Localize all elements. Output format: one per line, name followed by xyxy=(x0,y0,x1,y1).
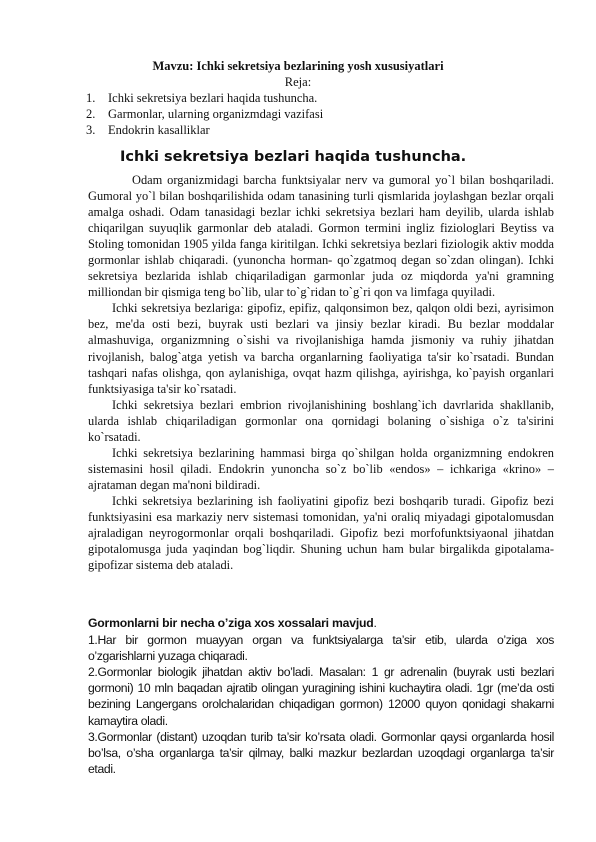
properties-subheading xyxy=(88,615,554,631)
paragraph: Ichki sekretsiya bezlarining ish faoliyatini gipofiz bezi boshqarib turadi. Gipofiz bezi funktsiyasini esa markaziy nerv sistemasi tomonidan, ya'ni oraliq miyadagi gipotalomusdan ajraladigan neyrogormonlar orqali boshqariladi. Gipofiz bezi morfofunktsiyaonal jihatdan gipotalomusga juda yaqindan bog`liqdir. Shuning uchun ham bular birgalikda gipotalama-gipofizar sistema deb ataladi. xyxy=(88,493,554,573)
plan-item-number: 3. xyxy=(86,123,96,137)
plan-item-text: Ichki sekretsiya bezlari haqida tushuncha. xyxy=(108,91,318,105)
plan-list xyxy=(86,90,323,138)
paragraph: Odam organizmidagi barcha funktsiyalar nerv va gumoral yo`l bilan boshqariladi. Gumoral yo`l bilan boshqarilishida odam tanasining turli qismlarida joylashgan bezlar orqali amalga oshadi. Odam tanasidagi bezlar ichki sekretsiya bezlari ham deyilib, ularda ishlab chiqarilgan suyuqlik garmonlar deb ataladi. Gormon termini ingliz fiziologlari Beytiss va Stoling tomonidan 1905 yilda fanga kiritilgan. Ichki sekretsiya bezlari fiziologik aktiv modda gormonlar ishlab chiqaradi. (yunoncha horman- qo`zgatmoq degan so`zdan olingan). Ichki sekretsiya bezlarida ishlab chiqariladigan garmonlar juda oz miqdorda ya'ni gramning milliondan bir qismiga teng bo`lib, ular to`g`ridan to`g`ri qon va limfaga quyiladi. xyxy=(88,173,554,300)
plan-item xyxy=(86,122,323,138)
properties-section xyxy=(88,615,554,777)
property-item: 3.Gormonlar (distant) uzoqdan turib ta’sir ko’rsata oladi. Gormonlar qaysi organlarda hosil bo’lsa, o’sha organlarga ta’sir qilmay, balki mazkur bezlardan uzoqdagi organlarga ta’sir etadi. xyxy=(88,729,554,776)
paragraph: Ichki sekretsiya bezlariga: gipofiz, epifiz, qalqonsimon bez, qalqon oldi bezi, ayrisimon bez, me'da osti bezi, buyrak usti bezlari va jinsiy bezlar kiradi. Bu bezlar moddalar almashuviga, organizmning o`sishi va rivojlanishiga hamda jismoniy va ruhiy jihatdan rivojlanish, balog`atga yetish va barcha organlarning faoliyatiga ta'sir ko`rsatadi. Bundan tashqari nafas olishga, qon aylanishiga, ovqat hazm qilishga, ayirishga, ko`payish organlari funktsiyasiga ta'sir ko`rsatadi. xyxy=(88,301,554,396)
property-item: 2.Gormonlar biologik jihatdan aktiv bo’ladi. Masalan: 1 gr adrenalin (buyrak usti bezlari gormoni) 10 mln baqadan ajratib olingan yuragining ishini kuchaytira oladi. 1gr (me’da osti bezining Langergans orolchalaridan chiqadigan gormon) 12000 quyon qonidagi shakarni kamaytira oladi. xyxy=(88,665,554,728)
plan-item-text: Endokrin kasalliklar xyxy=(108,123,210,137)
plan-label: Reja: xyxy=(284,75,312,89)
body-text xyxy=(88,172,554,573)
property-item: 1.Har bir gormon muayyan organ va funktsiyalarga ta’sir etib, ularda o’ziga xos o’zgarishlarni yuzaga chiqaradi. xyxy=(88,633,554,664)
page-title: Mavzu: Ichki sekretsiya bezlarining yosh xususiyatlari xyxy=(152,59,444,73)
subheading-text: Gormonlarni bir necha o’ziga xos xossalari mavjud xyxy=(88,616,374,630)
plan-item xyxy=(86,106,323,122)
plan-item-text: Garmonlar, ularning organizmdagi vazifasi xyxy=(108,107,324,121)
paragraph: Ichki sekretsiya bezlari embrion rivojlanishining boshlang`ich davrlarida shakllanib, ularda ishlab chiqariladigan gormonlar ona qornidagi bolaning o`sishiga o`z ta'sirini ko`rsatadi. xyxy=(88,397,554,444)
paragraph: Ichki sekretsiya bezlarining hammasi birga qo`shilgan holda organizmning endokren sistemasini hosil qiladi. Endokrin yunoncha so`z bo`lib «endos» – ichkariga «krino» –ajrataman degan ma'noni bildiradi. xyxy=(88,445,554,492)
plan-item-number: 2. xyxy=(86,107,96,121)
section-heading: Ichki sekretsiya bezlari haqida tushuncha. xyxy=(120,149,467,165)
plan-item xyxy=(86,90,323,106)
subheading-dot: . xyxy=(373,616,377,630)
plan-item-number: 1. xyxy=(86,91,96,105)
